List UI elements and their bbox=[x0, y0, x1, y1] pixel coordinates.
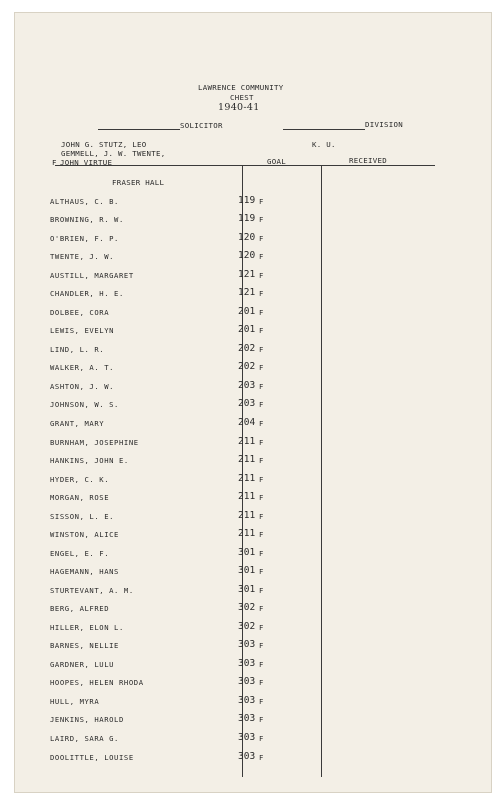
entry-unit: F bbox=[259, 234, 264, 243]
list-item bbox=[50, 713, 264, 727]
entry-name: HAGEMANN, HANS bbox=[50, 567, 119, 576]
list-item bbox=[50, 491, 264, 505]
list-item bbox=[50, 473, 264, 487]
entry-unit: F bbox=[259, 697, 264, 706]
list-item bbox=[50, 232, 264, 246]
entry-room: 301 bbox=[238, 584, 256, 595]
entry-name: HOOPES, HELEN RHODA bbox=[50, 678, 144, 687]
entry-room: 202 bbox=[238, 343, 256, 354]
entry-unit: F bbox=[259, 345, 264, 354]
entry-room: 203 bbox=[238, 380, 256, 391]
list-item bbox=[50, 602, 264, 616]
entry-unit: F bbox=[259, 197, 264, 206]
title-line1: LAWRENCE COMMUNITY bbox=[198, 83, 284, 92]
header-rule bbox=[55, 165, 435, 166]
list-item bbox=[50, 398, 264, 412]
solicitors-line2: GEMMELL, J. W. TWENTE, bbox=[61, 149, 166, 158]
received-label: RECEIVED bbox=[349, 156, 387, 165]
entry-name: BERG, ALFRED bbox=[50, 604, 110, 613]
entry-name: SISSON, L. E. bbox=[50, 512, 115, 521]
solicitor-rule bbox=[98, 129, 180, 130]
entry-name: BURNHAM, JOSEPHINE bbox=[50, 438, 139, 447]
entry-name: HILLER, ELON L. bbox=[50, 623, 124, 632]
entry-name: O'BRIEN, F. P. bbox=[50, 234, 119, 243]
entry-name: LIND, L. R. bbox=[50, 345, 105, 354]
goal-label: GOAL bbox=[267, 157, 286, 166]
division-value: K. U. bbox=[312, 140, 336, 149]
entry-unit: F bbox=[259, 326, 264, 335]
entry-name: JOHNSON, W. S. bbox=[50, 400, 119, 409]
entry-name: HULL, MYRA bbox=[50, 697, 100, 706]
entry-unit: F bbox=[259, 382, 264, 391]
title-line2: CHEST bbox=[230, 93, 254, 102]
division-rule bbox=[283, 129, 365, 130]
solicitors-line1: JOHN G. STUTZ, LEO bbox=[61, 140, 147, 149]
entry-unit: F bbox=[259, 678, 264, 687]
list-item bbox=[50, 287, 264, 301]
year: 1940-41 bbox=[218, 102, 260, 113]
entry-room: 119 bbox=[238, 195, 256, 206]
entry-room: 211 bbox=[238, 454, 256, 465]
entry-name: GRANT, MARY bbox=[50, 419, 105, 428]
entry-name: LEWIS, EVELYN bbox=[50, 326, 115, 335]
entry-name: STURTEVANT, A. M. bbox=[50, 586, 134, 595]
list-item bbox=[50, 361, 264, 375]
entry-room: 201 bbox=[238, 306, 256, 317]
entry-name: WALKER, A. T. bbox=[50, 363, 115, 372]
entry-room: 120 bbox=[238, 232, 256, 243]
entry-name: MORGAN, ROSE bbox=[50, 493, 110, 502]
entry-unit: F bbox=[259, 456, 264, 465]
entry-unit: F bbox=[259, 400, 264, 409]
entry-room: 211 bbox=[238, 491, 256, 502]
entry-name: TWENTE, J. W. bbox=[50, 252, 115, 261]
entry-room: 201 bbox=[238, 324, 256, 335]
entry-room: 303 bbox=[238, 751, 256, 762]
list-item bbox=[50, 676, 264, 690]
entry-unit: F bbox=[259, 530, 264, 539]
entry-unit: F bbox=[259, 753, 264, 762]
entry-room: 303 bbox=[238, 639, 256, 650]
entry-room: 202 bbox=[238, 361, 256, 372]
solicitors-prefix: F bbox=[52, 158, 57, 167]
entry-unit: F bbox=[259, 363, 264, 372]
entry-room: 301 bbox=[238, 547, 256, 558]
entry-name: JENKINS, HAROLD bbox=[50, 715, 124, 724]
list-item bbox=[50, 306, 264, 320]
list-item bbox=[50, 343, 264, 357]
list-item bbox=[50, 565, 264, 579]
list-item bbox=[50, 732, 264, 746]
entry-room: 120 bbox=[238, 250, 256, 261]
entry-unit: F bbox=[259, 586, 264, 595]
entry-room: 211 bbox=[238, 473, 256, 484]
entry-unit: F bbox=[259, 493, 264, 502]
entry-name: BARNES, NELLIE bbox=[50, 641, 119, 650]
entry-room: 302 bbox=[238, 602, 256, 613]
list-item bbox=[50, 584, 264, 598]
list-item bbox=[50, 213, 264, 227]
list-item bbox=[50, 436, 264, 450]
entry-name: ASHTON, J. W. bbox=[50, 382, 115, 391]
entry-room: 303 bbox=[238, 732, 256, 743]
entry-unit: F bbox=[259, 660, 264, 669]
entry-unit: F bbox=[259, 623, 264, 632]
list-item bbox=[50, 695, 264, 709]
section-heading: FRASER HALL bbox=[112, 178, 165, 187]
entry-room: 121 bbox=[238, 269, 256, 280]
list-item bbox=[50, 658, 264, 672]
entry-name: DOOLITTLE, LOUISE bbox=[50, 753, 134, 762]
entry-name: HANKINS, JOHN E. bbox=[50, 456, 129, 465]
entry-unit: F bbox=[259, 475, 264, 484]
entry-room: 211 bbox=[238, 436, 256, 447]
solicitor-label: SOLICITOR bbox=[180, 121, 223, 130]
entry-name: CHANDLER, H. E. bbox=[50, 289, 124, 298]
entry-room: 119 bbox=[238, 213, 256, 224]
entry-room: 303 bbox=[238, 713, 256, 724]
list-item bbox=[50, 547, 264, 561]
entry-unit: F bbox=[259, 438, 264, 447]
entry-unit: F bbox=[259, 289, 264, 298]
entry-unit: F bbox=[259, 308, 264, 317]
list-item bbox=[50, 454, 264, 468]
received-divider bbox=[321, 165, 322, 777]
entry-room: 203 bbox=[238, 398, 256, 409]
entry-name: DOLBEE, CORA bbox=[50, 308, 110, 317]
entry-unit: F bbox=[259, 252, 264, 261]
entry-name: AUSTILL, MARGARET bbox=[50, 271, 134, 280]
entry-unit: F bbox=[259, 567, 264, 576]
solicitors-line3: JOHN VIRTUE bbox=[60, 158, 113, 167]
list-item bbox=[50, 250, 264, 264]
entry-room: 303 bbox=[238, 695, 256, 706]
entry-unit: F bbox=[259, 271, 264, 280]
entry-unit: F bbox=[259, 604, 264, 613]
entry-room: 121 bbox=[238, 287, 256, 298]
entry-room: 303 bbox=[238, 676, 256, 687]
entry-room: 303 bbox=[238, 658, 256, 669]
document-page bbox=[14, 12, 492, 793]
entry-unit: F bbox=[259, 215, 264, 224]
entry-room: 302 bbox=[238, 621, 256, 632]
entry-name: WINSTON, ALICE bbox=[50, 530, 119, 539]
entry-unit: F bbox=[259, 734, 264, 743]
entry-name: ENGEL, E. F. bbox=[50, 549, 110, 558]
entry-name: BROWNING, R. W. bbox=[50, 215, 124, 224]
entry-room: 211 bbox=[238, 510, 256, 521]
list-item bbox=[50, 639, 264, 653]
entry-unit: F bbox=[259, 715, 264, 724]
list-item bbox=[50, 324, 264, 338]
entry-unit: F bbox=[259, 419, 264, 428]
entry-name: LAIRD, SARA G. bbox=[50, 734, 119, 743]
entry-unit: F bbox=[259, 512, 264, 521]
list-item bbox=[50, 195, 264, 209]
entry-name: GARDNER, LULU bbox=[50, 660, 115, 669]
entry-room: 204 bbox=[238, 417, 256, 428]
entry-unit: F bbox=[259, 549, 264, 558]
list-item bbox=[50, 417, 264, 431]
entry-room: 301 bbox=[238, 565, 256, 576]
entry-room: 211 bbox=[238, 528, 256, 539]
division-label: DIVISION bbox=[365, 120, 403, 129]
list-item bbox=[50, 751, 264, 765]
list-item bbox=[50, 528, 264, 542]
entry-name: ALTHAUS, C. B. bbox=[50, 197, 119, 206]
list-item bbox=[50, 380, 264, 394]
entry-name: HYDER, C. K. bbox=[50, 475, 110, 484]
list-item bbox=[50, 621, 264, 635]
entry-unit: F bbox=[259, 641, 264, 650]
list-item bbox=[50, 269, 264, 283]
list-item bbox=[50, 510, 264, 524]
